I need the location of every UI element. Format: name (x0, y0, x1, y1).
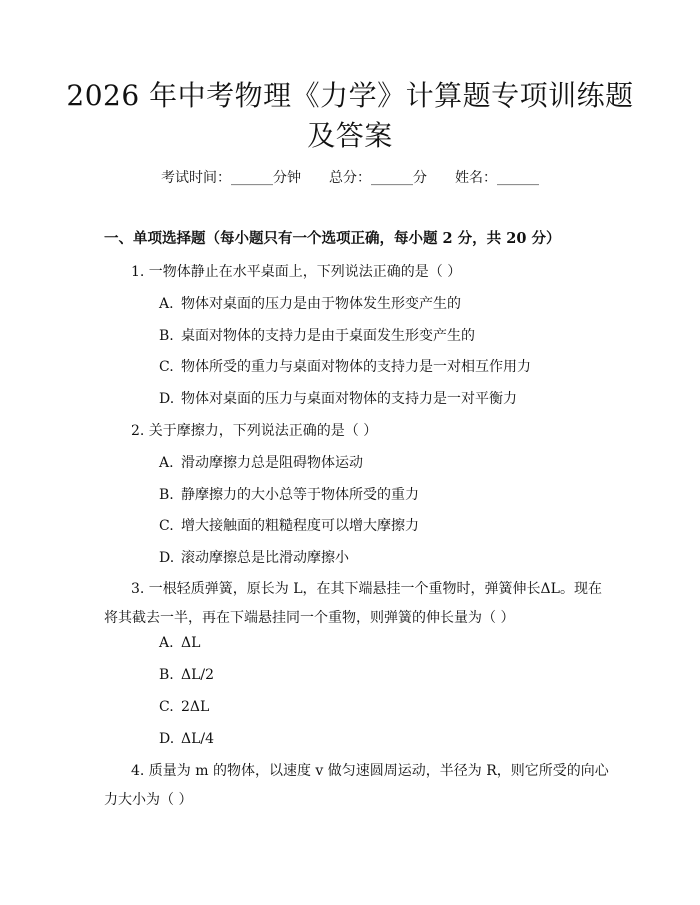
page-title-line-1: 2026 年中考物理《力学》计算题专项训练题 (66, 79, 634, 112)
option-label: D. (159, 391, 175, 407)
exam-time-field: 考试时间：______分钟 (161, 170, 301, 186)
option-text: ΔL/4 (181, 731, 215, 747)
question-4-stem-line-2: 力大小为（ ） (104, 792, 193, 808)
page-title-line-2: 及答案 (307, 119, 393, 152)
exam-score-field: 总分：______分 (329, 170, 427, 186)
question-3-option-b (159, 665, 214, 685)
question-3-stem (104, 579, 614, 628)
question-1-option-b (159, 326, 475, 346)
question-2-option-d (159, 548, 349, 568)
option-label: D. (159, 731, 175, 747)
option-text: 物体对桌面的压力与桌面对物体的支持力是一对平衡力 (181, 391, 517, 407)
option-label: C. (159, 699, 174, 715)
question-4-stem-line-1: 4. 质量为 m 的物体，以速度 v 做匀速圆周运动，半径为 R，则它所受的向心 (131, 763, 609, 779)
option-label: A. (159, 635, 174, 651)
option-label: A. (159, 296, 174, 312)
question-1-stem: 1. 一物体静止在水平桌面上，下列说法正确的是（ ） (131, 264, 462, 280)
question-3-stem-line-1: 3. 一根轻质弹簧，原长为 L，在其下端悬挂一个重物时，弹簧伸长ΔL。现在 (131, 581, 602, 597)
option-text: 滚动摩擦总是比滑动摩擦小 (181, 550, 349, 566)
question-3-option-c (159, 697, 209, 717)
option-label: A. (159, 455, 174, 471)
option-label: D. (159, 550, 175, 566)
option-text: 滑动摩擦力总是阻碍物体运动 (181, 455, 363, 471)
question-2-option-a (159, 453, 363, 473)
question-3-option-d (159, 729, 214, 749)
question-2-option-b (159, 485, 419, 505)
option-text: 静摩擦力的大小总等于物体所受的重力 (181, 487, 419, 503)
question-1-option-a (159, 294, 461, 314)
option-label: B. (159, 328, 174, 344)
question-1-option-c (159, 357, 531, 377)
option-label: B. (159, 487, 174, 503)
option-label: B. (159, 667, 174, 683)
option-text: 增大接触面的粗糙程度可以增大摩擦力 (181, 518, 419, 534)
question-1-option-d (159, 389, 517, 409)
option-label: C. (159, 359, 174, 375)
option-label: C. (159, 518, 174, 534)
exam-name-field: 姓名：______ (455, 170, 539, 186)
option-text: 物体对桌面的压力是由于物体发生形变产生的 (181, 296, 461, 312)
question-2-stem: 2. 关于摩擦力，下列说法正确的是（ ） (131, 423, 378, 439)
option-text: 2ΔL (181, 699, 210, 715)
option-text: 桌面对物体的支持力是由于桌面发生形变产生的 (181, 328, 475, 344)
exam-info (0, 168, 700, 188)
option-text: ΔL/2 (181, 667, 215, 683)
section-heading: 一、单项选择题（每小题只有一个选项正确，每小题 2 分，共 20 分） (104, 230, 561, 247)
question-3-stem-line-2: 将其截去一半，再在下端悬挂同一个重物，则弹簧的伸长量为（ ） (104, 610, 515, 626)
option-text: 物体所受的重力与桌面对物体的支持力是一对相互作用力 (181, 359, 531, 375)
option-text: ΔL (181, 635, 201, 651)
question-2-option-c (159, 516, 419, 536)
question-3-option-a (159, 633, 200, 653)
question-4-stem (104, 761, 614, 810)
